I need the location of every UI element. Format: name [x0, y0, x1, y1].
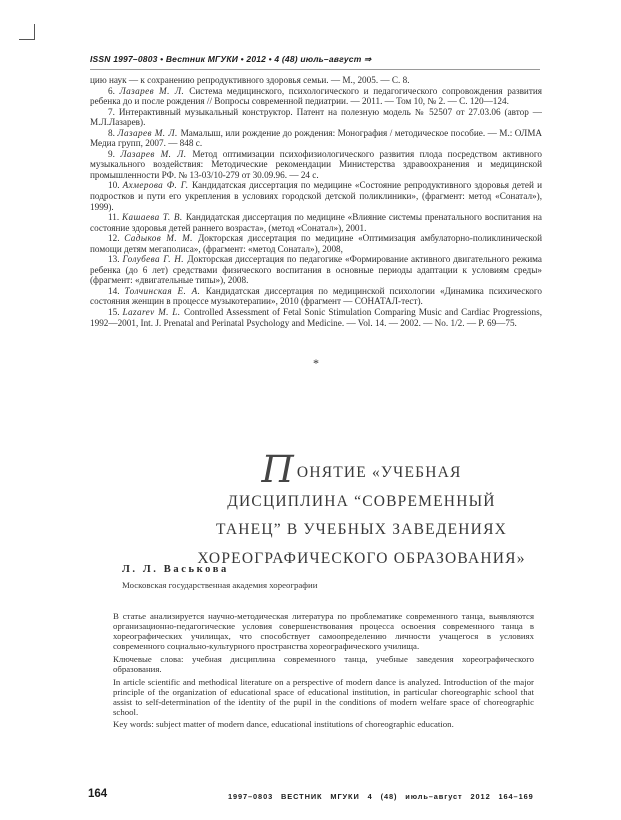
- reference-number: 9.: [108, 148, 121, 159]
- footer-journal-line: 1997–0803 ВЕСТНИК МГУКИ 4 (48) июль–август 2012 164–169: [228, 792, 534, 801]
- header-divider: [90, 69, 540, 70]
- reference-item: [90, 286, 542, 307]
- header-issn-line: ISSN 1997–0803 • Вестник МГУКИ • 2012 • 4 (48) июль–август ⇒: [90, 54, 372, 64]
- abstract-block: [113, 611, 534, 732]
- reference-text: Докторская диссертация по медицине «Оптимизация амбулаторно-поликлинической помощи детям мегаполиса», (фрагмент: «метод Сонатал»), 2008,: [90, 233, 543, 254]
- abstract-russian: В статье анализируется научно-методическая литература по проблематике современного танца, выявляются организационно-педагогические условия совершенствования процесса освоения современного танца в хореографических училищах, что способствует самоопределению личности учащегося в условиях современного социально-культурного пространства хореографического училища.: [113, 611, 534, 652]
- reference-item: [90, 149, 542, 181]
- reference-number: 6.: [108, 85, 120, 96]
- title-line-3: ТАНЕЦ” В УЧЕБНЫХ ЗАВЕДЕНИЯХ: [215, 521, 508, 538]
- reference-author: Кашаева Т. В.: [122, 212, 186, 223]
- article-title: [183, 448, 540, 573]
- reference-item: [90, 75, 542, 86]
- reference-number: 11.: [108, 212, 123, 223]
- references-list: [90, 75, 542, 328]
- title-line-1: [183, 448, 540, 491]
- reference-text: Controlled Assessment of Fetal Sonic Stimulation Comparing Music and Cardiac Progressions, 1992—2001, Int. J. Prenatal and Perinatal Psychology and Medicine. — Vol. 14. — 2002. — No. 1/2. — P. 69—75.: [90, 307, 542, 328]
- reference-number: 10.: [108, 180, 123, 191]
- title-line-1-text: ОНЯТИЕ «УЧЕБНАЯ: [296, 464, 462, 481]
- reference-text: Кандидатская диссертация по медицинской психологии «Динамика психического состояния женщин в процессе музыкотерапии», 2010 (фрагмент — СОНАТАЛ-тест).: [90, 285, 542, 307]
- reference-author: Садыков М. М.: [124, 233, 198, 244]
- reference-item: [90, 307, 542, 328]
- reference-text: цию наук — к сохранению репродуктивного здоровья семьи. — М., 2005. — С. 8.: [90, 75, 410, 85]
- reference-text: Мамалыш, или рождение до рождения: Монография / методическое пособие. — М.: ОЛМА Медиа групп, 2007. — 848 с.: [90, 127, 542, 149]
- reference-text: Интерактивный музыкальный конструктор. Патент на полезную модель № 52507 от 27.03.06 (автор — М.Л.Лазарев).: [90, 106, 542, 128]
- author-affiliation: Московская государственная академия хореографии: [122, 580, 318, 590]
- footer-page-number: 164: [88, 788, 108, 800]
- reference-item: [90, 86, 542, 107]
- author-name: Л. Л. Васькова: [122, 564, 229, 575]
- reference-author: Ахмерова Ф. Г.: [122, 180, 192, 191]
- reference-number: 15.: [108, 307, 123, 318]
- keywords-russian: Ключевые слова: учебная дисциплина современного танца, учебные заведения хореографического образования.: [113, 653, 534, 674]
- crop-mark-vertical: [34, 24, 35, 40]
- reference-number: 7.: [108, 106, 119, 117]
- reference-author: Голубева Г. Н.: [122, 254, 188, 265]
- reference-number: 12.: [108, 233, 125, 244]
- reference-item: [90, 128, 542, 149]
- abstract-english: In article scientific and methodical literature on a perspective of modern dance is analyzed. Introduction of the major principle of the organization of educational space of educational institution, in particular choreographic school that assist to self-determination of the identity of the pupil in the conditions of modern welfare space of choreographic school.: [113, 676, 534, 717]
- reference-item: [90, 212, 542, 233]
- reference-author: Лазарев М. Л.: [119, 85, 190, 96]
- reference-number: 13.: [108, 254, 123, 265]
- reference-text: Метод оптимизации психофизиологического развития плода посредством активного музыкального воздействия: Методические рекомендации Министерства здравоохранения и медицинской промышленности РФ. № 13-03/10-279 от 30.09.96. — 24 с.: [90, 148, 542, 180]
- reference-text: Докторская диссертация по педагогике «Формирование активного двигательного режима ребенка (до 6 лет) средствами физического воспитания в основные периоды адаптации к условиям среды» (фрагмент: «двигательные типы»), 2008.: [90, 254, 543, 286]
- reference-item: [90, 107, 542, 128]
- keywords-english: Key words: subject matter of modern dance, educational institutions of choreographic education.: [113, 719, 454, 730]
- title-line-4: ХОРЕОГРАФИЧЕСКОГО ОБРАЗОВАНИЯ»: [197, 549, 526, 567]
- reference-author: Лазарев М. Л.: [117, 127, 181, 138]
- reference-text: Система медицинского, психологического и педагогического сопровождения развития ребенка до и после рождения // Вопросы современной педиатрии. — 2011. — Том 10, № 2. — С. 120—124.: [90, 85, 542, 107]
- reference-text: Кандидатская диссертация по медицине «Состояние репродуктивного здоровья детей и подростков и пути его укрепления в условиях городской детской поликлиники», (фрагмент: метод «Сонатал»), 1999).: [90, 180, 542, 212]
- footnote-separator: *: [313, 356, 319, 370]
- reference-number: 14.: [108, 285, 125, 296]
- reference-author: Lazarev M. L.: [122, 307, 184, 318]
- reference-item: [90, 180, 542, 212]
- reference-item: [90, 233, 542, 254]
- crop-mark-horizontal: [19, 39, 35, 40]
- reference-author: Лазарев М. Л.: [120, 148, 193, 159]
- reference-number: 8.: [108, 127, 118, 138]
- title-line-2: ДИСЦИПЛИНА “СОВРЕМЕННЫЙ: [227, 492, 496, 510]
- reference-author: Толчинская Е. А.: [124, 285, 206, 296]
- reference-item: [90, 254, 542, 286]
- reference-text: Кандидатская диссертация по медицине «Влияние системы пренатального воспитания на состояние здоровья детей раннего возраста», (метод «Сонатал»), 2001.: [90, 212, 542, 233]
- title-drop-cap: П: [261, 448, 295, 491]
